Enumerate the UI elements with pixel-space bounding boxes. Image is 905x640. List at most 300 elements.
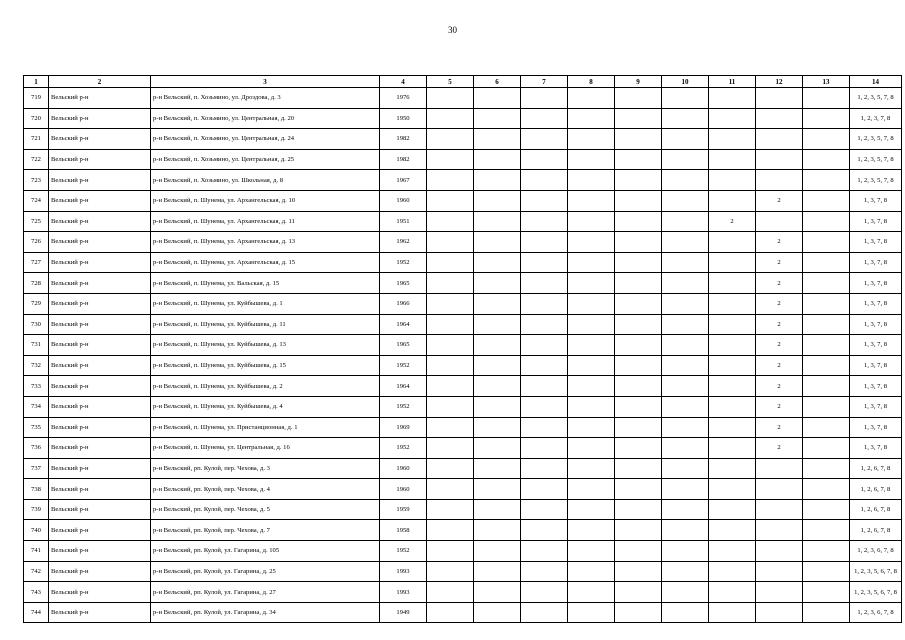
table-row [24, 602, 902, 623]
table-row [24, 129, 902, 150]
cell-col-4: 1959 [380, 499, 427, 520]
table-row [24, 355, 902, 376]
cell-col-3: р-н Вельский, п. Хозьмино, ул. Центральная, д. 20 [151, 108, 380, 129]
cell-col-3: р-н Вельский, п. Шунема, ул. Архангельская, д. 10 [151, 190, 380, 211]
cell-col-3: р-н Вельский, рп. Кулой, пер. Чехова, д. 4 [151, 479, 380, 500]
cell-col-11 [709, 190, 756, 211]
column-header-7: 7 [521, 76, 568, 88]
cell-col-9 [615, 211, 662, 232]
cell-col-1: 725 [24, 211, 49, 232]
cell-col-5 [427, 293, 474, 314]
cell-col-6 [474, 417, 521, 438]
cell-col-4: 1949 [380, 602, 427, 623]
column-header-9: 9 [615, 76, 662, 88]
cell-col-2: Вельский р-н [49, 602, 151, 623]
cell-col-5 [427, 355, 474, 376]
column-header-1: 1 [24, 76, 49, 88]
cell-col-6 [474, 499, 521, 520]
cell-col-3: р-н Вельский, рп. Кулой, ул. Гагарина, д. 27 [151, 582, 380, 603]
table-row [24, 541, 902, 562]
cell-col-8 [568, 273, 615, 294]
header-row [24, 76, 902, 88]
cell-col-6 [474, 396, 521, 417]
cell-col-3: р-н Вельский, рп. Кулой, пер. Чехова, д. 7 [151, 520, 380, 541]
cell-col-7 [521, 499, 568, 520]
cell-col-13 [803, 396, 850, 417]
cell-col-5 [427, 499, 474, 520]
cell-col-10 [662, 602, 709, 623]
table-row [24, 396, 902, 417]
cell-col-6 [474, 149, 521, 170]
cell-col-13 [803, 190, 850, 211]
cell-col-14: 1, 2, 3, 5, 6, 7, 8 [850, 582, 902, 603]
cell-col-3: р-н Вельский, п. Шунема, ул. Вальская, д. 15 [151, 273, 380, 294]
cell-col-10 [662, 252, 709, 273]
cell-col-6 [474, 314, 521, 335]
cell-col-13 [803, 582, 850, 603]
cell-col-4: 1967 [380, 170, 427, 191]
cell-col-9 [615, 149, 662, 170]
cell-col-9 [615, 355, 662, 376]
cell-col-7 [521, 438, 568, 459]
cell-col-8 [568, 211, 615, 232]
cell-col-13 [803, 355, 850, 376]
cell-col-12 [756, 479, 803, 500]
cell-col-12 [756, 541, 803, 562]
cell-col-6 [474, 211, 521, 232]
cell-col-1: 736 [24, 438, 49, 459]
cell-col-2: Вельский р-н [49, 314, 151, 335]
cell-col-2: Вельский р-н [49, 108, 151, 129]
cell-col-3: р-н Вельский, п. Шунема, ул. Центральная, д. 16 [151, 438, 380, 459]
cell-col-5 [427, 108, 474, 129]
column-header-3: 3 [151, 76, 380, 88]
cell-col-7 [521, 170, 568, 191]
cell-col-4: 1952 [380, 438, 427, 459]
cell-col-4: 1982 [380, 129, 427, 150]
cell-col-1: 726 [24, 232, 49, 253]
cell-col-8 [568, 190, 615, 211]
cell-col-10 [662, 129, 709, 150]
cell-col-8 [568, 108, 615, 129]
cell-col-7 [521, 417, 568, 438]
cell-col-9 [615, 129, 662, 150]
cell-col-5 [427, 396, 474, 417]
cell-col-8 [568, 232, 615, 253]
cell-col-5 [427, 335, 474, 356]
cell-col-5 [427, 376, 474, 397]
cell-col-4: 1960 [380, 190, 427, 211]
cell-col-14: 1, 2, 3, 5, 7, 8 [850, 88, 902, 109]
cell-col-4: 1950 [380, 108, 427, 129]
cell-col-11 [709, 582, 756, 603]
cell-col-7 [521, 541, 568, 562]
cell-col-14: 1, 3, 7, 8 [850, 314, 902, 335]
cell-col-1: 739 [24, 499, 49, 520]
cell-col-8 [568, 417, 615, 438]
cell-col-14: 1, 3, 7, 8 [850, 293, 902, 314]
cell-col-14: 1, 2, 3, 5, 7, 8 [850, 170, 902, 191]
cell-col-8 [568, 376, 615, 397]
cell-col-1: 731 [24, 335, 49, 356]
cell-col-6 [474, 541, 521, 562]
column-header-5: 5 [427, 76, 474, 88]
cell-col-3: р-н Вельский, рп. Кулой, пер. Чехова, д. 3 [151, 458, 380, 479]
cell-col-3: р-н Вельский, п. Хозьмино, ул. Дроздова, д. 3 [151, 88, 380, 109]
cell-col-6 [474, 602, 521, 623]
cell-col-2: Вельский р-н [49, 293, 151, 314]
cell-col-14: 1, 3, 7, 8 [850, 438, 902, 459]
cell-col-11 [709, 602, 756, 623]
cell-col-6 [474, 479, 521, 500]
cell-col-10 [662, 149, 709, 170]
cell-col-4: 1965 [380, 273, 427, 294]
cell-col-7 [521, 396, 568, 417]
cell-col-1: 734 [24, 396, 49, 417]
cell-col-2: Вельский р-н [49, 129, 151, 150]
cell-col-4: 1960 [380, 458, 427, 479]
cell-col-11 [709, 273, 756, 294]
cell-col-12: 2 [756, 273, 803, 294]
cell-col-7 [521, 273, 568, 294]
cell-col-3: р-н Вельский, рп. Кулой, ул. Гагарина, д. 25 [151, 561, 380, 582]
cell-col-12 [756, 129, 803, 150]
column-header-12: 12 [756, 76, 803, 88]
cell-col-1: 721 [24, 129, 49, 150]
cell-col-11 [709, 417, 756, 438]
cell-col-3: р-н Вельский, рп. Кулой, ул. Гагарина, д. 105 [151, 541, 380, 562]
cell-col-12 [756, 211, 803, 232]
cell-col-2: Вельский р-н [49, 541, 151, 562]
table-row [24, 149, 902, 170]
cell-col-13 [803, 417, 850, 438]
cell-col-6 [474, 108, 521, 129]
cell-col-11 [709, 499, 756, 520]
cell-col-11 [709, 561, 756, 582]
cell-col-12: 2 [756, 438, 803, 459]
cell-col-5 [427, 417, 474, 438]
cell-col-3: р-н Вельский, п. Шунема, ул. Куйбышева, д. 1 [151, 293, 380, 314]
cell-col-3: р-н Вельский, п. Шунема, ул. Пристанционная, д. 1 [151, 417, 380, 438]
cell-col-10 [662, 335, 709, 356]
cell-col-7 [521, 252, 568, 273]
cell-col-12: 2 [756, 293, 803, 314]
cell-col-7 [521, 129, 568, 150]
cell-col-8 [568, 602, 615, 623]
cell-col-6 [474, 190, 521, 211]
cell-col-9 [615, 335, 662, 356]
cell-col-7 [521, 293, 568, 314]
cell-col-13 [803, 479, 850, 500]
cell-col-7 [521, 88, 568, 109]
cell-col-14: 1, 2, 3, 6, 7, 8 [850, 602, 902, 623]
cell-col-2: Вельский р-н [49, 499, 151, 520]
cell-col-9 [615, 170, 662, 191]
cell-col-8 [568, 88, 615, 109]
cell-col-3: р-н Вельский, п. Шунема, ул. Архангельская, д. 11 [151, 211, 380, 232]
table-row [24, 88, 902, 109]
cell-col-3: р-н Вельский, п. Шунема, ул. Куйбышева, д. 15 [151, 355, 380, 376]
cell-col-13 [803, 273, 850, 294]
cell-col-9 [615, 602, 662, 623]
cell-col-7 [521, 314, 568, 335]
cell-col-1: 730 [24, 314, 49, 335]
cell-col-6 [474, 355, 521, 376]
table-row [24, 252, 902, 273]
cell-col-1: 720 [24, 108, 49, 129]
cell-col-11 [709, 396, 756, 417]
cell-col-11 [709, 314, 756, 335]
cell-col-13 [803, 520, 850, 541]
cell-col-14: 1, 3, 7, 8 [850, 355, 902, 376]
column-header-4: 4 [380, 76, 427, 88]
cell-col-12 [756, 499, 803, 520]
table-row [24, 293, 902, 314]
cell-col-1: 742 [24, 561, 49, 582]
cell-col-2: Вельский р-н [49, 520, 151, 541]
cell-col-11 [709, 170, 756, 191]
cell-col-9 [615, 108, 662, 129]
cell-col-10 [662, 582, 709, 603]
table-row [24, 376, 902, 397]
cell-col-2: Вельский р-н [49, 458, 151, 479]
cell-col-6 [474, 582, 521, 603]
cell-col-14: 1, 2, 3, 5, 7, 8 [850, 129, 902, 150]
cell-col-4: 1969 [380, 417, 427, 438]
cell-col-5 [427, 479, 474, 500]
cell-col-10 [662, 541, 709, 562]
cell-col-4: 1952 [380, 396, 427, 417]
cell-col-3: р-н Вельский, п. Шунема, ул. Куйбышева, д. 13 [151, 335, 380, 356]
cell-col-2: Вельский р-н [49, 232, 151, 253]
cell-col-11 [709, 108, 756, 129]
cell-col-10 [662, 396, 709, 417]
cell-col-2: Вельский р-н [49, 561, 151, 582]
cell-col-5 [427, 561, 474, 582]
column-header-13: 13 [803, 76, 850, 88]
cell-col-6 [474, 335, 521, 356]
cell-col-8 [568, 499, 615, 520]
cell-col-7 [521, 232, 568, 253]
cell-col-10 [662, 458, 709, 479]
cell-col-14: 1, 3, 7, 8 [850, 252, 902, 273]
cell-col-14: 1, 2, 3, 6, 7, 8 [850, 541, 902, 562]
cell-col-8 [568, 520, 615, 541]
cell-col-5 [427, 88, 474, 109]
cell-col-4: 1952 [380, 355, 427, 376]
cell-col-8 [568, 149, 615, 170]
cell-col-10 [662, 479, 709, 500]
table-row [24, 273, 902, 294]
cell-col-8 [568, 458, 615, 479]
cell-col-13 [803, 499, 850, 520]
cell-col-10 [662, 417, 709, 438]
cell-col-12 [756, 582, 803, 603]
cell-col-2: Вельский р-н [49, 376, 151, 397]
cell-col-2: Вельский р-н [49, 170, 151, 191]
cell-col-13 [803, 314, 850, 335]
cell-col-9 [615, 499, 662, 520]
cell-col-1: 735 [24, 417, 49, 438]
cell-col-13 [803, 129, 850, 150]
cell-col-9 [615, 458, 662, 479]
cell-col-10 [662, 520, 709, 541]
cell-col-5 [427, 438, 474, 459]
cell-col-11 [709, 232, 756, 253]
cell-col-12: 2 [756, 376, 803, 397]
cell-col-6 [474, 458, 521, 479]
cell-col-3: р-н Вельский, п. Хозьмино, ул. Центральная, д. 24 [151, 129, 380, 150]
cell-col-2: Вельский р-н [49, 335, 151, 356]
cell-col-10 [662, 499, 709, 520]
cell-col-11: 2 [709, 211, 756, 232]
cell-col-10 [662, 273, 709, 294]
table-row [24, 520, 902, 541]
cell-col-7 [521, 479, 568, 500]
cell-col-8 [568, 355, 615, 376]
cell-col-3: р-н Вельский, п. Шунема, ул. Куйбышева, д. 11 [151, 314, 380, 335]
cell-col-14: 1, 2, 6, 7, 8 [850, 479, 902, 500]
cell-col-6 [474, 520, 521, 541]
cell-col-3: р-н Вельский, п. Шунема, ул. Куйбышева, д. 4 [151, 396, 380, 417]
cell-col-1: 741 [24, 541, 49, 562]
cell-col-12 [756, 88, 803, 109]
cell-col-7 [521, 376, 568, 397]
cell-col-5 [427, 170, 474, 191]
cell-col-4: 1965 [380, 335, 427, 356]
cell-col-4: 1958 [380, 520, 427, 541]
cell-col-13 [803, 88, 850, 109]
cell-col-1: 722 [24, 149, 49, 170]
cell-col-12: 2 [756, 417, 803, 438]
cell-col-9 [615, 417, 662, 438]
cell-col-1: 719 [24, 88, 49, 109]
cell-col-12 [756, 602, 803, 623]
cell-col-1: 744 [24, 602, 49, 623]
cell-col-13 [803, 108, 850, 129]
cell-col-7 [521, 190, 568, 211]
cell-col-9 [615, 438, 662, 459]
cell-col-5 [427, 252, 474, 273]
cell-col-11 [709, 149, 756, 170]
cell-col-1: 724 [24, 190, 49, 211]
cell-col-12 [756, 458, 803, 479]
cell-col-3: р-н Вельский, п. Шунема, ул. Куйбышева, д. 2 [151, 376, 380, 397]
cell-col-14: 1, 3, 7, 8 [850, 190, 902, 211]
cell-col-13 [803, 561, 850, 582]
cell-col-2: Вельский р-н [49, 190, 151, 211]
cell-col-8 [568, 438, 615, 459]
cell-col-11 [709, 458, 756, 479]
cell-col-2: Вельский р-н [49, 396, 151, 417]
cell-col-11 [709, 438, 756, 459]
cell-col-14: 1, 3, 7, 8 [850, 211, 902, 232]
table-row [24, 232, 902, 253]
cell-col-2: Вельский р-н [49, 252, 151, 273]
cell-col-13 [803, 211, 850, 232]
cell-col-5 [427, 602, 474, 623]
cell-col-1: 732 [24, 355, 49, 376]
cell-col-14: 1, 2, 3, 5, 7, 8 [850, 149, 902, 170]
cell-col-14: 1, 2, 6, 7, 8 [850, 520, 902, 541]
cell-col-14: 1, 2, 3, 5, 6, 7, 8 [850, 561, 902, 582]
cell-col-5 [427, 314, 474, 335]
cell-col-9 [615, 252, 662, 273]
cell-col-3: р-н Вельский, рп. Кулой, пер. Чехова, д. 5 [151, 499, 380, 520]
cell-col-9 [615, 561, 662, 582]
cell-col-7 [521, 458, 568, 479]
cell-col-5 [427, 541, 474, 562]
table-row [24, 479, 902, 500]
cell-col-1: 723 [24, 170, 49, 191]
cell-col-9 [615, 314, 662, 335]
cell-col-1: 740 [24, 520, 49, 541]
table-row [24, 314, 902, 335]
cell-col-7 [521, 335, 568, 356]
cell-col-3: р-н Вельский, п. Шунема, ул. Архангельская, д. 13 [151, 232, 380, 253]
cell-col-12 [756, 170, 803, 191]
cell-col-9 [615, 479, 662, 500]
cell-col-12: 2 [756, 396, 803, 417]
cell-col-7 [521, 108, 568, 129]
cell-col-14: 1, 3, 7, 8 [850, 417, 902, 438]
table-row [24, 458, 902, 479]
cell-col-2: Вельский р-н [49, 211, 151, 232]
table-row [24, 438, 902, 459]
cell-col-2: Вельский р-н [49, 149, 151, 170]
cell-col-10 [662, 170, 709, 191]
cell-col-14: 1, 3, 7, 8 [850, 335, 902, 356]
cell-col-10 [662, 376, 709, 397]
cell-col-8 [568, 335, 615, 356]
cell-col-6 [474, 376, 521, 397]
cell-col-11 [709, 252, 756, 273]
cell-col-5 [427, 582, 474, 603]
cell-col-13 [803, 293, 850, 314]
cell-col-9 [615, 293, 662, 314]
cell-col-2: Вельский р-н [49, 88, 151, 109]
cell-col-12: 2 [756, 314, 803, 335]
table-row [24, 211, 902, 232]
cell-col-9 [615, 520, 662, 541]
cell-col-12: 2 [756, 335, 803, 356]
cell-col-2: Вельский р-н [49, 417, 151, 438]
cell-col-2: Вельский р-н [49, 479, 151, 500]
cell-col-5 [427, 129, 474, 150]
cell-col-6 [474, 88, 521, 109]
cell-col-10 [662, 438, 709, 459]
cell-col-4: 1993 [380, 561, 427, 582]
cell-col-13 [803, 458, 850, 479]
cell-col-3: р-н Вельский, п. Хозьмино, ул. Центральная, д. 25 [151, 149, 380, 170]
cell-col-4: 1976 [380, 88, 427, 109]
cell-col-5 [427, 520, 474, 541]
table-row [24, 582, 902, 603]
cell-col-4: 1964 [380, 376, 427, 397]
cell-col-9 [615, 232, 662, 253]
cell-col-1: 728 [24, 273, 49, 294]
cell-col-4: 1952 [380, 541, 427, 562]
page-number: 30 [448, 25, 457, 35]
cell-col-12 [756, 149, 803, 170]
cell-col-7 [521, 582, 568, 603]
cell-col-3: р-н Вельский, рп. Кулой, ул. Гагарина, д. 34 [151, 602, 380, 623]
cell-col-7 [521, 211, 568, 232]
cell-col-1: 737 [24, 458, 49, 479]
column-header-6: 6 [474, 76, 521, 88]
cell-col-12: 2 [756, 190, 803, 211]
cell-col-9 [615, 190, 662, 211]
